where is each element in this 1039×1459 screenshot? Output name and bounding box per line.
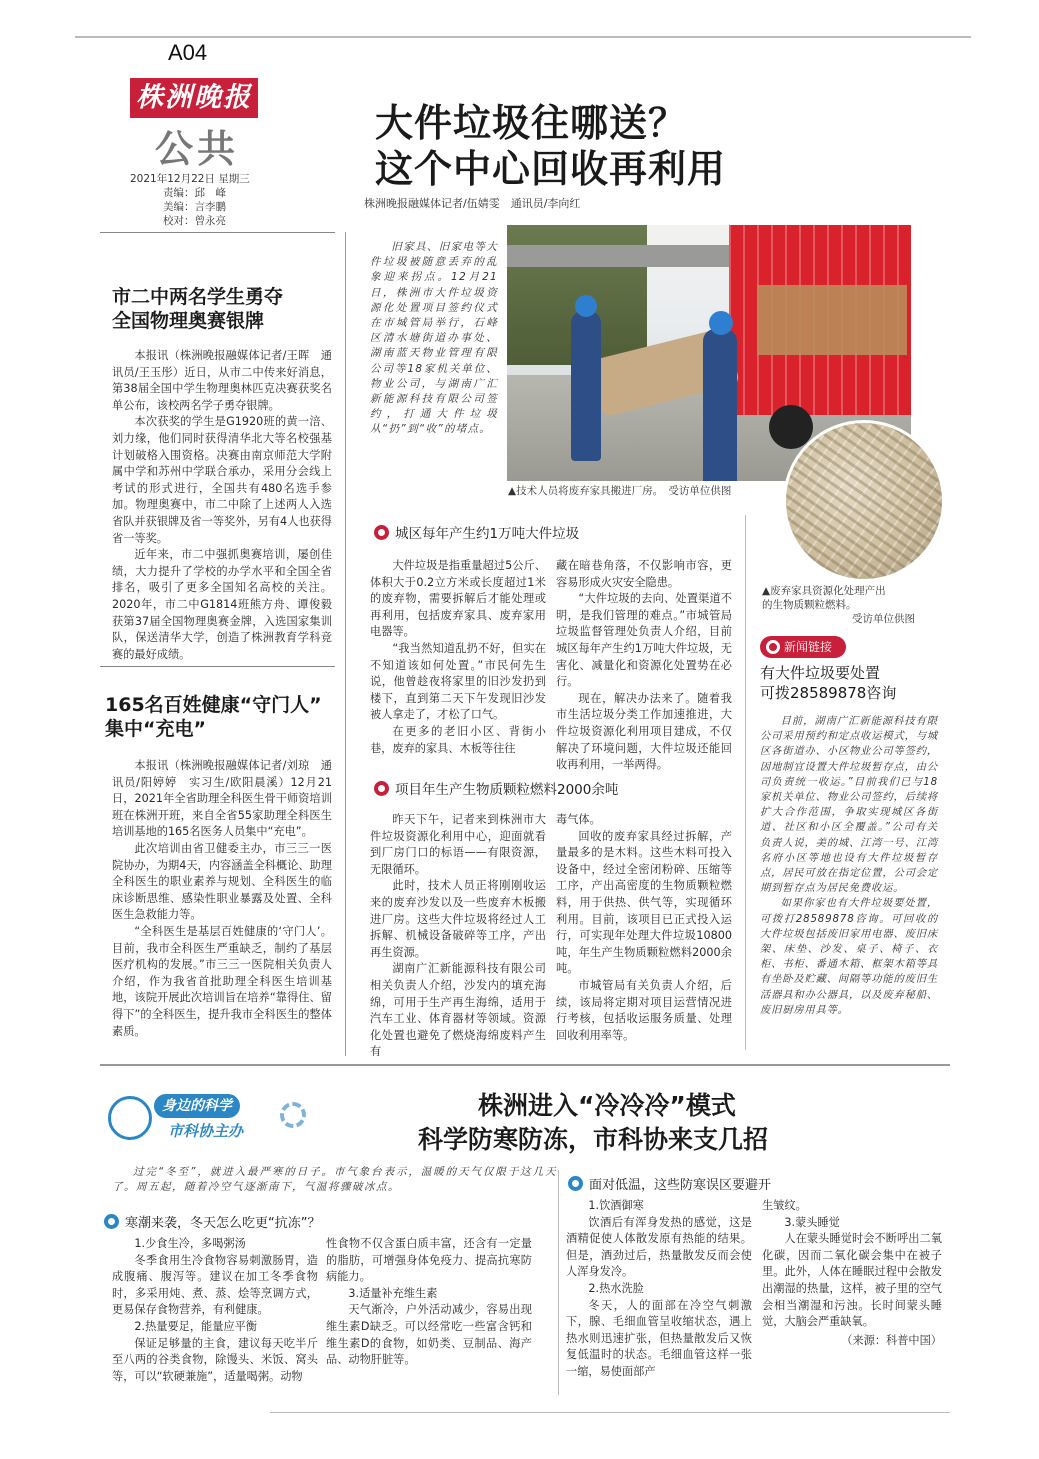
left-col-rule [100,232,335,233]
section2-paragraph: 市城管局有关负责人介绍，后续，该局将定期对项目运营情况进行考核，包括收运服务质量、处理回收利用率等。 [556,978,732,1042]
science-heading2 [568,1174,771,1193]
science-badge-line2: 市科协主办 [168,1122,244,1140]
science-heading1 [104,1212,320,1231]
section-ring-icon [374,781,389,796]
science-intro-text: 过完“冬至”，就进入最严寒的日子。市气象台表示，温暖的天气仅限于这几天了。周五起，随着冷空气逐渐南下，气温将骤破冰点。 [112,1166,557,1194]
lead-byline: 株洲晚报融媒体记者/伍婧雯 通讯员/李向红 [364,197,581,210]
editor-credit: 责编：邱 峰 [163,187,226,199]
news-link-body [760,714,938,1018]
story2-body [112,348,332,663]
news-link-paragraph: 目前，湖南广汇新能源科技有限公司采用预约和定点收运模式，与城区各街道办、小区物业公司等签约，因地制宜设置大件垃圾暂存点，由公司负责统一收运。”目前我们已与18家机关单位、物业公司签约，后续将扩大合作范围，争取实现城区各街道、社区和小区全覆盖。”公司有关负责人说，美的城、江湾一号、江湾名府小区等地也设有大件垃圾暂存点，居民可放在指定位置，公司会定期到暂存点为居民免费收运。 [760,715,938,895]
section2-paragraph: 湖南广汇新能源科技有限公司相关负责人介绍，沙发内的填充海绵，可用于生产再生海绵，适用于汽车工业、体育器材等领域。资源化处置也避免了燃烧海绵废料产生有 [370,962,546,1059]
news-link-paragraph: 如果你家也有大件垃圾要处置，可拨打28589878咨询。可回收的大件垃圾包括废旧家用电器、废旧床架、床垫、沙发、桌子、椅子、衣柜、书柜、番通木箱、框架木箱等具有坐卧及贮藏、间隔等功能的废旧生活器具和办公器具，以及废弃秘船、废旧厨房用具等。 [760,897,938,1016]
science-subheading: 1.饮酒御寒 [588,1199,644,1212]
section1-paragraph: 在更多的老旧小区、背街小巷，废弃的家具、木板等往往 [370,724,546,755]
science-intro [112,1165,557,1195]
science-subheading: 2.热水洗脸 [588,1281,644,1295]
section1-paragraph: “大件垃圾的去向、处置渠道不明，是我们管理的难点。”市城管局垃圾监督管理处负责人介绍，目前城区每年产生约1万吨大件垃圾，无害化、减量化和资源化处置势在必行。 [556,592,732,689]
section1-paragraph: “我当然知道乱扔不好，但实在不知道该如何处置。”市民何先生说，他曾趁夜将家里的旧沙发扔到楼下，直到第二天下午发现旧沙发被人拿走了，才松了口气。 [370,641,546,722]
story2-title-line1: 市二中两名学生勇夺 [112,286,284,308]
paper-logo: 株洲晚报 [130,78,258,118]
science-badge-ring-icon [108,1096,152,1140]
science-paragraph: 性食物不仅含蛋白质丰富，还含有一定量的脂肪，可增强身体免疫力、提高抗寒防病能力。 [326,1237,532,1284]
worker-right [703,329,737,481]
science-col4 [762,1198,942,1349]
science-paragraph: 冬天，人的面部在冷空气刺激下，腺、毛细血管呈收缩状态，遇上热水则迅速扩张，但热量散发后又恢复低温时的状态。毛细血管这样一张一缩，易使面部产 [566,1298,752,1378]
science-subheading: 3.适量补充维生素 [348,1286,438,1300]
science-heading1-text: 寒潮来袭，冬天怎么吃更“抗冻”？ [125,1216,321,1231]
section2-paragraph: 昨天下午，记者来到株洲市大件垃圾资源化利用中心，迎面就看到厂房门口的标语——有限资源，无限循环。 [370,813,546,876]
science-col1 [112,1236,318,1385]
top-rule [75,36,971,38]
science-col3 [566,1198,752,1381]
science-heading2-text: 面对低温，这些防寒误区要避开 [589,1178,772,1193]
news-link-tag [760,636,846,658]
news-link-line2: 可拨28589878咨询 [760,684,897,702]
photo2-caption-line2: 的生物质颗粒燃料。 [762,599,857,611]
science-title-line1: 株洲进入“冷冷冷”模式 [478,1091,736,1120]
science-divider [558,1170,559,1395]
section-title: 公共 [155,126,240,171]
science-subheading: 3.蒙头睡觉 [784,1215,840,1229]
pellets-photo [783,420,945,582]
photo2-caption-line1: ▲废弃家具资源化处理产出 [762,585,886,597]
science-badge-line1: 身边的科学 [154,1094,240,1118]
science-paragraph: 天气渐冷，户外活动减少，容易出现维生素D缺乏。可以经常吃一些富含钙和维生素D的食物，如奶类、豆制品、海产品、动物肝脏等。 [326,1303,532,1367]
photo2-caption-line3: 受访单位供图 [852,613,915,625]
hard-hat-right [709,311,733,335]
section-ring-icon [568,1176,583,1191]
lead-title-line2: 这个中心回收再利用 [375,147,727,191]
story3-title-line2: 集中“充电” [105,718,206,740]
news-link-tag-label: 新闻链接 [784,640,833,654]
science-paragraph: 保证足够量的主食，建议每天吃半斤至八两的谷类食物，除馒头、米饭、窝头等，可以“软硬兼施”，适量喝粥。动物 [112,1336,318,1383]
story3-paragraph: “全科医生是基层百姓健康的‘守门人’。目前，我市全科医生严重缺乏，制约了基层医疗机构的发展。”市三三一医院相关负责人介绍，作为我省首批助理全科医生培训基地，该院开展此次培训旨在培养“靠得住、留得下”的全科医生，提升我市全科医生的整体素质。 [112,924,332,1038]
story2-paragraph: 本次获奖的学生是G1920班的黄一涪、刘力缘，他们同时获得清华北大等名校强基计划破格入围资格。决赛由南京师范大学附属中学和苏州中学联合承办，采用分会线上考试的形式进行，全国共有480名选手参加。物理奥赛中，市二中除了上述两人入选省队并获银牌及省一等奖外，另有4人也获得省一等奖。 [112,415,332,545]
story3-body [112,758,332,1040]
section1-paragraph: 大件垃圾是指重量超过5公斤、体积大于0.2立方米或长度超过1米的废弃物，需要拆解后才能处理或再利用，包括废弃家具、废弃家用电器等。 [370,559,546,639]
section2-heading [374,778,618,798]
news-link-divider [745,515,746,1050]
section-ring-icon [374,525,389,540]
section1-heading [374,522,579,542]
science-subheading: 2.热量要足，能量应平衡 [134,1319,257,1333]
lead-title-line1: 大件垃圾往哪送？ [375,101,688,145]
section2-col2 [556,812,732,1044]
lead-intro-text: 旧家具、旧家电等大件垃圾被随意丢弃的乱象迎来拐点。12月21日，株洲市大件垃圾资源化处置项目签约仪式在市城管局举行，石峰区清水塘街道办事处、湖南蓝天物业管理有限公司等18家机关单位、物业公司，与湖南广汇新能源科技有限公司签约，打通大件垃圾从“扔”到“收”的堵点。 [370,241,498,436]
section1-title: 城区每年产生约1万吨大件垃圾 [395,526,580,542]
issue-date: 2021年12月22日 星期三 [130,173,250,185]
page-number: A04 [168,40,208,65]
science-top-rule [100,1064,950,1066]
section-ring-icon [104,1214,119,1229]
section1-paragraph: 现在，解决办法来了。随着我市生活垃圾分类工作加速推进，大件垃圾资源化利用项目建成，不仅解决了环境问题，大件垃圾还能回收再利用，一举两得。 [556,691,732,772]
worker-left [571,311,601,461]
gear-icon [280,1102,306,1128]
section2-paragraph: 此时，技术人员正将刚刚收运来的废弃沙发以及一些废弃木板搬进厂房。这些大件垃圾将经过人工拆解、机械设备破碎等工序，产出再生资源。 [370,879,546,959]
section2-paragraph: 毒气体。 [556,813,601,826]
science-title-line2: 科学防寒防冻，市科协来支几招 [418,1125,769,1154]
pellets-texture [786,423,945,582]
story3-title-line1: 165名百姓健康“守门人” [105,694,322,716]
science-paragraph: 生皱纹。 [762,1199,807,1212]
section2-col1 [370,812,546,1061]
truck-cargo [757,285,907,355]
section1-paragraph: 藏在暗巷角落，不仅影响市容，更容易形成火灾安全隐患。 [556,559,732,589]
section1-col2 [556,558,732,774]
science-paragraph: 冬季食用生冷食物容易刺激肠胃，造成腹痛、腹泻等。建议在加工冬季食物时，多采用炖、煮、蒸、烩等烹调方式，更易保存食物营养，有利健康。 [112,1253,318,1317]
section1-col1 [370,558,546,757]
section2-title: 项目年生产生物质颗粒燃料2000余吨 [395,782,619,798]
section2-paragraph: 回收的废弃家具经过拆解，产量最多的是木料。这些木料可投入设备中，经过全密闭粉碎、压缩等工序，产出高密度的生物质颗粒燃料，用于供热、供气等，实现循环利用。目前，该项目已正式投入运行，可实现年处理大件垃圾10800吨，年生产生物质颗粒燃料2000余吨。 [556,829,732,976]
left-col-rule-2 [100,666,335,667]
story2-paragraph: 近年来，市二中强抓奥赛培训，屡创佳绩，大力提升了学校的办学水平和全国全省排名，吸引了更多全国知名高校的关注。2020年，市二中G1814班熊方舟、谭俊毅获第37届全国物理奥赛金牌，入选国家集训队，保送清华大学，创造了株洲教育学科竞赛的最好成绩。 [112,548,332,661]
science-paragraph: 人在蒙头睡觉时会不断呼出二氧化碳，因而二氧化碳会集中在被子里。此外，人体在睡眠过程中会散发出潮湿的热量，这样，被子里的空气会相当潮湿和污浊。长时间蒙头睡觉，大脑会严重缺氧。 [762,1232,942,1329]
column-divider [345,232,346,1056]
proof-credit: 校对：曾永亮 [163,215,226,227]
science-badge [108,1088,318,1148]
bottom-rule [270,1412,950,1413]
science-subheading: 1.少食生冷，多喝粥汤 [134,1237,246,1250]
story3-paragraph: 本报讯（株洲晚报融媒体记者/刘琼 通讯员/阳婷婷 实习生/欧阳晨溪）12月21日，2021年全省助理全科医生骨干师资培训班在株洲开班，来自全省55家助理全科医生培训基地的165名医务人员集中“充电”。 [112,759,332,839]
science-paragraph: 饮酒后有浑身发热的感觉，这是酒精促使人体散发原有热能的结果。但是，酒劲过后，热量散发反而会使人浑身发冷。 [566,1215,752,1279]
lead-intro [370,240,498,438]
news-link-line1: 有大件垃圾要处置 [760,664,881,682]
photo1-caption: ▲技术人员将废弃家具搬进厂房。 受访单位供图 [508,485,732,497]
news-link-icon [766,640,780,654]
science-col2 [326,1236,532,1369]
story2-title-line2: 全国物理奥赛银牌 [112,310,265,332]
hard-hat-left [575,295,597,317]
art-credit: 美编：言李鹏 [163,201,226,213]
story2-paragraph: 本报讯（株洲晚报融媒体记者/王晖 通讯员/王玉彤）近日，从市二中传来好消息，第38届全国中学生物理奥林匹克决赛获奖名单公布，该校两名学子勇夺银牌。 [112,349,332,412]
science-source: （来源：科普中国） [841,1333,942,1347]
story3-paragraph: 此次培训由省卫健委主办，市三三一医院协办，为期4天，内容涵盖全科概论、助理全科医生的职业素养与规划、全科医生的临床诊断思维、感染性职业暴露及处置、全科医生急救能力等。 [112,841,332,922]
